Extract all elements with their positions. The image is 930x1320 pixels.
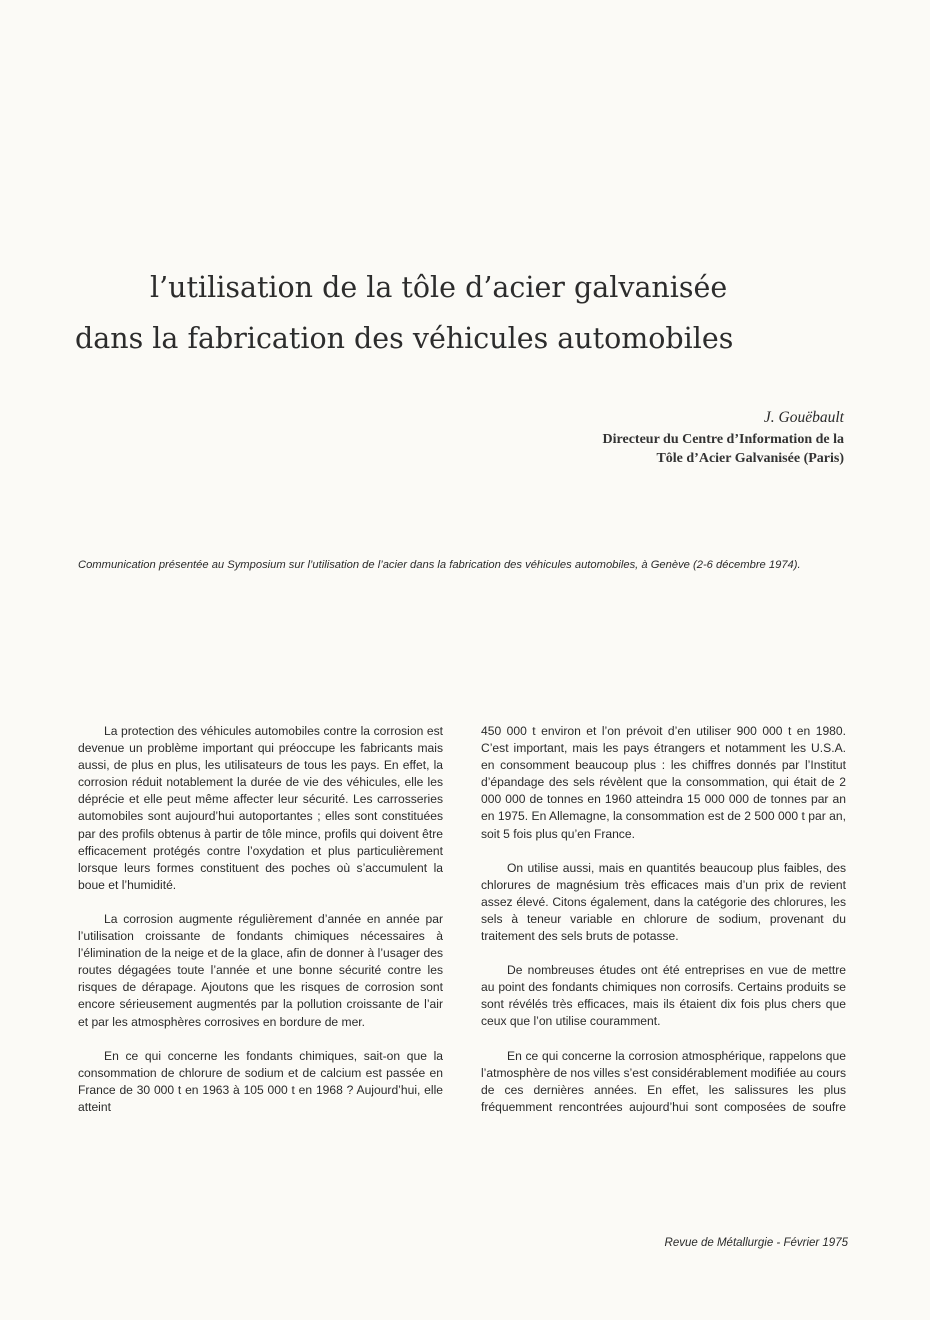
title-line-1: l’utilisation de la tôle d’acier galvanisée	[150, 271, 728, 304]
journal-footer: Revue de Métallurgie - Février 1975	[664, 1237, 848, 1249]
paragraph: 450 000 t environ et l’on prévoit d’en utiliser 900 000 t en 1980. C’est important, mais les pays étrangers et notamment les U.S.A. en consomment beaucoup plus : les chiffres donnés par l’Institut d’épandage des sels révèlent que la consommation, qui était de 2 000 000 de tonnes en 1960 atteindra 15 000 000 de tonnes par an en 1975. En Allemagne, la consommation est de 2 500 000 t par an, soit 5 fois plus qu’en France.	[481, 724, 846, 841]
author-affiliation-line-2: Tôle d’Acier Galvanisée (Paris)	[656, 451, 844, 466]
author-block	[603, 408, 844, 468]
author-affiliation-line-1: Directeur du Centre d’Information de la	[602, 432, 844, 447]
title-line-2: dans la fabrication des véhicules automobiles	[75, 322, 734, 355]
article-title	[60, 262, 870, 364]
right-column	[481, 723, 846, 1133]
paragraph: La corrosion augmente régulièrement d’année en année par l’utilisation croissante de fondants chimiques nécessaires à l’élimination de la neige et de la glace, afin de donner à l’usager des routes dégagées toute l’année et une bonne sécurité contre les risques de dérapage. Ajoutons que les risques de corrosion sont encore sérieusement augmentés par la pollution croissante de l’air et par les atmosphères corrosives en bordure de mer.	[78, 911, 443, 1029]
paragraph: En ce qui concerne la corrosion atmosphérique, rappelons que l’atmosphère de nos villes s’est considérablement modifiée au cours de ces dernières années. En effet, les salissures les plus fréquemment rencontrées aujourd’hui sont composées de soufre	[481, 1048, 847, 1114]
paragraph: En ce qui concerne les fondants chimiques, sait-on que la consommation de chlorure de sodium et de calcium est passée en France de 30 000 t en 1963 à 105 000 t en 1968 ? Aujourd’hui, elle atteint	[78, 1048, 443, 1114]
author-name: J. Gouëbault	[763, 409, 844, 426]
paragraph: La protection des véhicules automobiles contre la corrosion est devenue un problème important qui préoccupe les fabricants mais aussi, de plus en plus, les utilisateurs de tous les pays. En effet, la corrosion réduit notablement la durée de vie des véhicules, elle les déprécie et elle peut même affecter leur sécurité. Les carrosseries automobiles sont aujourd’hui autoportantes ; elles sont constituées par des profils obtenus à partir de tôle mince, profils qui doivent être efficacement protégés contre l’oxydation et plus particulièrement lorsque leurs formes constituent des poches où s’accumulent la boue et l’humidité.	[78, 724, 443, 892]
communication-note: Communication présentée au Symposium sur l’utilisation de l’acier dans la fabrication des véhicules automobiles, à Genève (2-6 décembre 1974).	[78, 559, 801, 571]
paragraph: De nombreuses études ont été entreprises en vue de mettre au point des fondants chimiques non corrosifs. Certains produits se sont révélés très efficaces, mais ils étaient dix fois plus chers que ceux que l’on utilise couramment.	[481, 963, 846, 1029]
left-column	[78, 723, 443, 1133]
paragraph: On utilise aussi, mais en quantités beaucoup plus faibles, des chlorures de magnésium très efficaces mais d’un prix de revient assez élevé. Citons également, dans la catégorie des chlorures, les sels à teneur variable en chlorure de sodium, provenant du traitement des sels bruts de potasse.	[481, 860, 846, 944]
